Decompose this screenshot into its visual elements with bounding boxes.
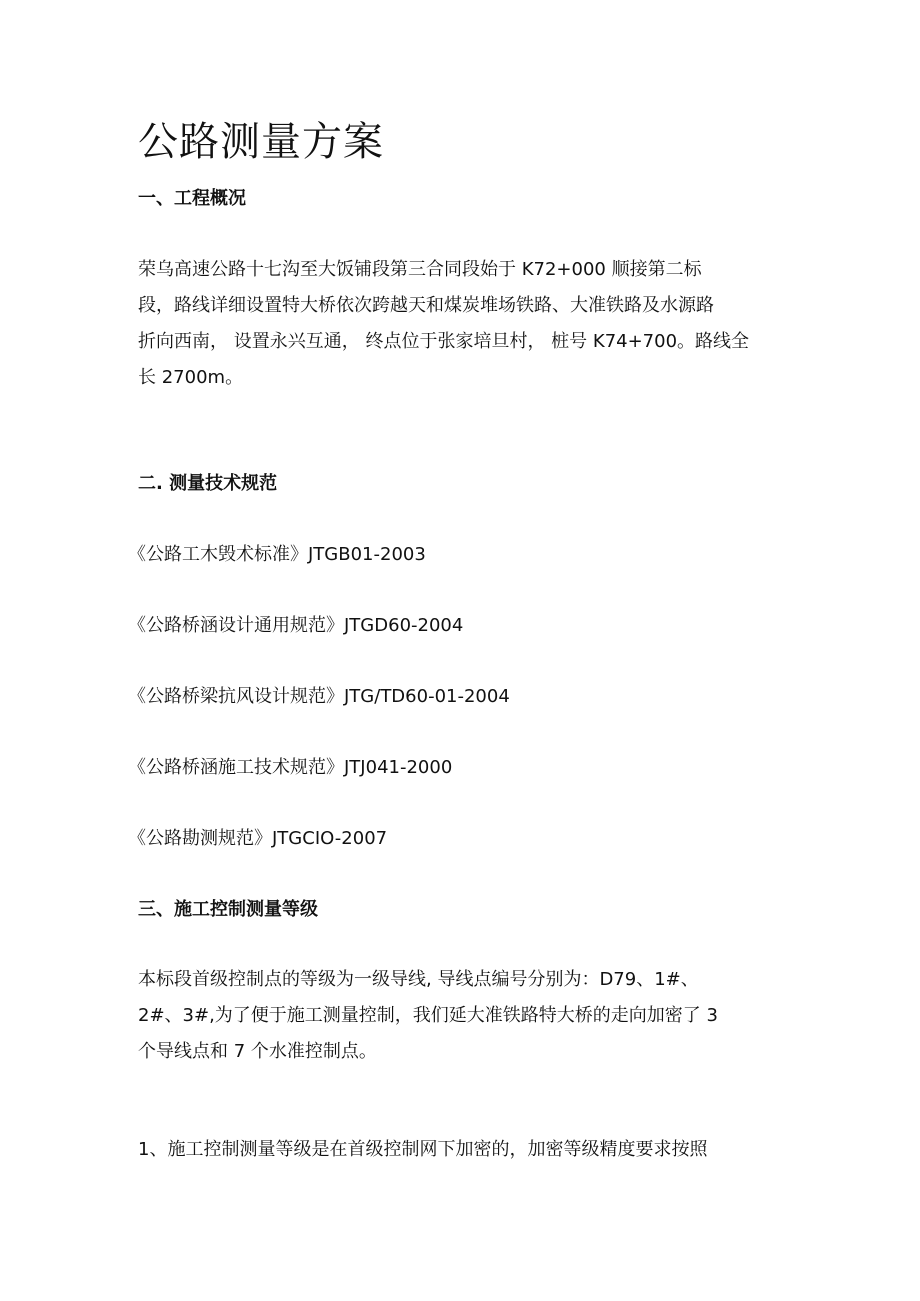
text-line: 段，路线详细设置特大桥依次跨越天和煤炭堆场铁路、大准铁路及水源路 xyxy=(138,295,714,316)
control-level-paragraph xyxy=(138,1132,788,1168)
section-heading-standards: 二. 测量技术规范 xyxy=(138,473,278,494)
text-line: 1、施工控制测量等级是在首级控制网下加密的，加密等级精度要求按照 xyxy=(138,1139,708,1160)
text-line: 个导线点和 7 个水准控制点。 xyxy=(138,1041,377,1062)
reference-item: 《公路勘测规范》JTGCIO-2007 xyxy=(128,828,388,849)
section-heading-overview: 一、工程概况 xyxy=(138,188,246,209)
document-title: 公路测量方案 xyxy=(138,119,384,165)
text-line: 荣乌高速公路十七沟至大饭铺段第三合同段始于 K72+000 顺接第二标 xyxy=(138,259,702,280)
overview-paragraph xyxy=(138,252,788,396)
text-line: 本标段首级控制点的等级为一级导线, 导线点编号分别为：D79、1#、 xyxy=(138,969,699,990)
text-line: 长 2700m。 xyxy=(138,367,244,388)
text-line: 2#、3#,为了便于施工测量控制，我们延大准铁路特大桥的走向加密了 3 xyxy=(138,1005,718,1026)
text-line: 折向西南， 设置永兴互通， 终点位于张家培旦村， 桩号 K74+700。路线全 xyxy=(138,331,750,352)
reference-item: 《公路桥涵设计通用规范》JTGD60-2004 xyxy=(128,615,464,636)
section-heading-control-levels: 三、施工控制测量等级 xyxy=(138,899,318,920)
reference-item: 《公路桥梁抗风设计规范》JTG/TD60-01-2004 xyxy=(128,686,510,707)
control-paragraph xyxy=(138,962,788,1070)
reference-item: 《公路桥涵施工技术规范》JTJ041-2000 xyxy=(128,757,453,778)
reference-item: 《公路工木毁术标准》JTGB01-2003 xyxy=(128,544,426,565)
